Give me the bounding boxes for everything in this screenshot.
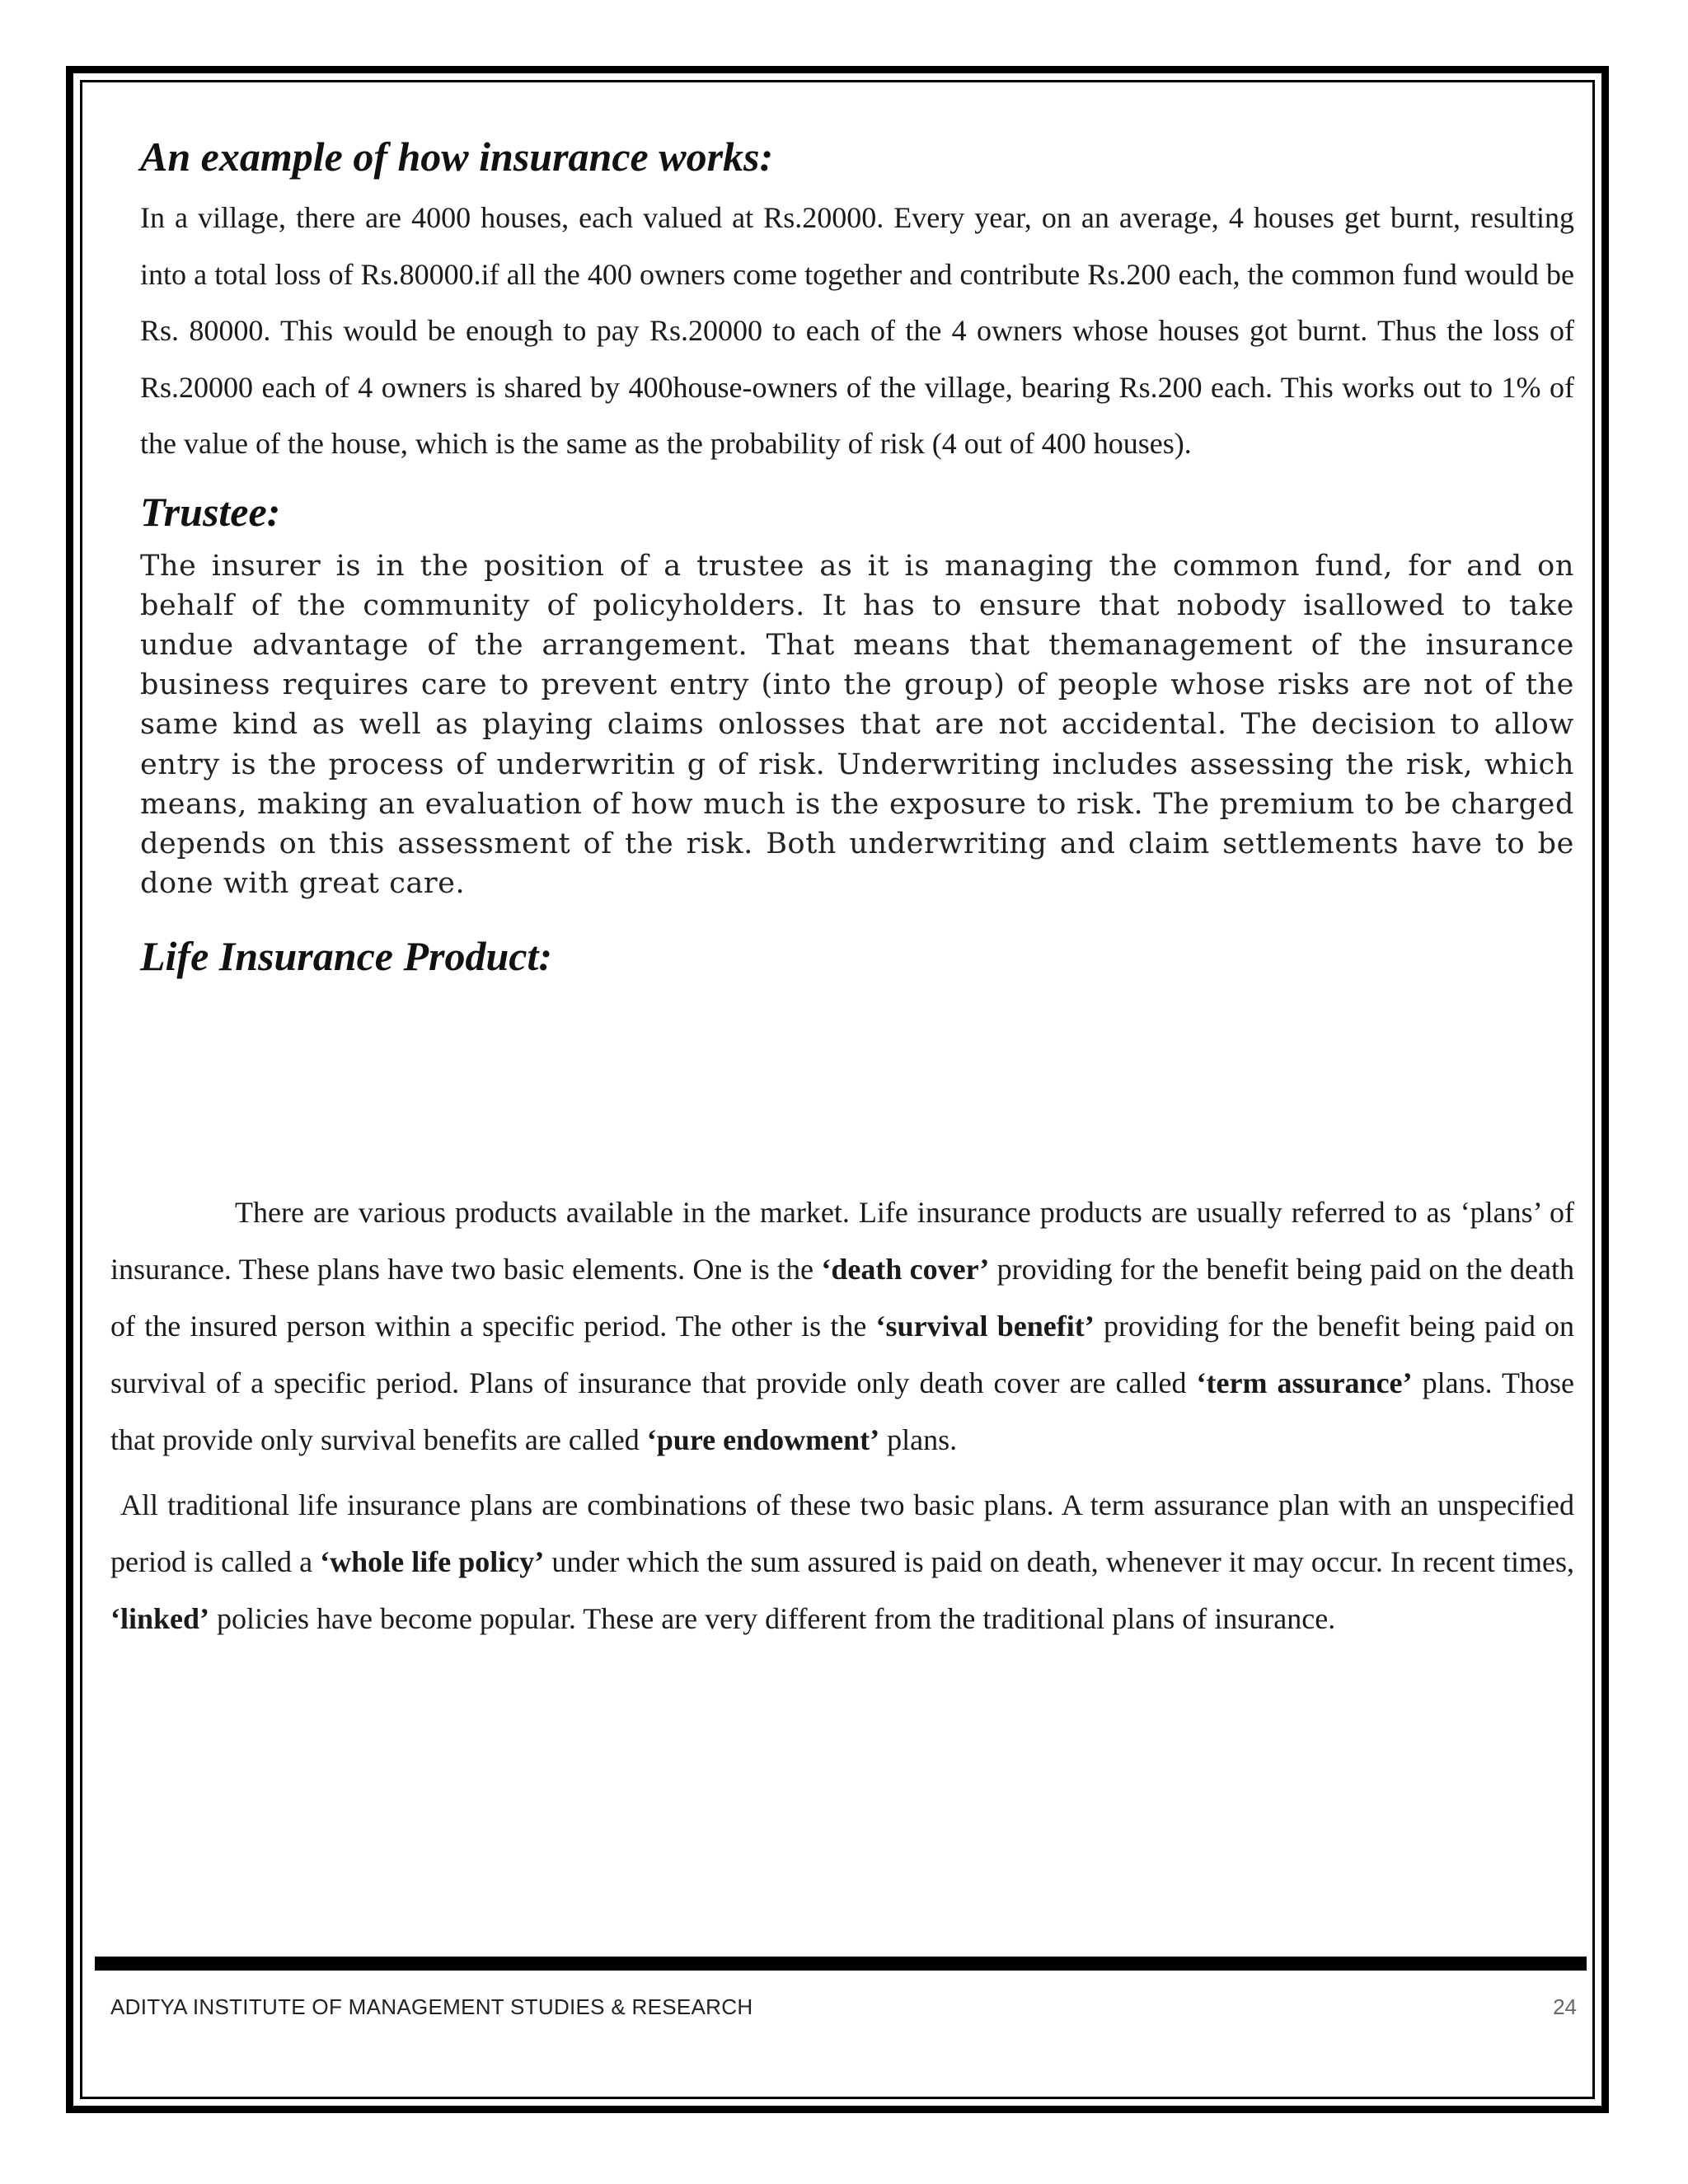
term-term-assurance: ‘term assurance’ xyxy=(1196,1366,1413,1399)
heading-insurance-example: An example of how insurance works: xyxy=(140,134,774,180)
footer-institute-name: ADITYA INSTITUTE OF MANAGEMENT STUDIES & RESEARCH xyxy=(110,1994,753,2019)
term-linked: ‘linked’ xyxy=(110,1602,210,1635)
content-area xyxy=(140,132,1574,981)
paragraph-trustee: The insurer is in the position of a trustee as it is managing the common fund, for and on behalf of the community of policyholders. It has to ensure that nobody isallowed to take undue advantage of the arrangement. That means that themanagement of the insurance business requires care to prevent entry (into the group) of people whose risks are not of the same kind as well as playing claims onlosses that are not accidental. The decision to allow entry is the process of underwritin g of risk. Underwriting includes assessing the risk, which means, making an evaluation of how much is the exposure to risk. The premium to be charged depends on this assessment of the risk. Both underwriting and claim settlements have to be done with great care. xyxy=(140,549,1574,901)
term-death-cover: ‘death cover’ xyxy=(821,1253,990,1286)
paragraph-life-products: There are various products available in the market. Life insurance products are usually referred to as ‘plans’ of insurance. These plans have two basic elements. One is the ‘death cover’ providing for the benefit being paid on the death of the insured person within a specific period. The other is the ‘survival benefit’ providing for the benefit being paid on survival of a specific period. Plans of insurance that provide only death cover are called ‘term assurance’ plans. Those that provide only survival benefits are called ‘pure endowment’ plans. xyxy=(110,1196,1575,1456)
footer-rule xyxy=(95,1957,1587,1971)
paragraph-traditional-plans: All traditional life insurance plans are combinations of these two basic plans. A term assurance plan with an unspecified period is called a ‘whole life policy’ under which the sum assured is paid on death, whenever it may occur. In recent times, ‘linked’ policies have become popular. These are very different from the traditional plans of insurance. xyxy=(110,1488,1574,1635)
heading-life-insurance-product: Life Insurance Product: xyxy=(140,933,552,980)
heading-trustee: Trustee: xyxy=(140,488,281,535)
term-pure-endowment: ‘pure endowment’ xyxy=(646,1423,880,1456)
term-whole-life-policy: ‘whole life policy’ xyxy=(320,1545,545,1578)
term-survival-benefit: ‘survival benefit’ xyxy=(875,1310,1095,1343)
page-number: 24 xyxy=(1553,1994,1577,2019)
life-insurance-section xyxy=(110,1184,1574,1647)
paragraph-insurance-example: In a village, there are 4000 houses, each valued at Rs.20000. Every year, on an average, 4 houses get burnt, resulting into a total loss of Rs.80000.if all the 400 owners come together and contribute Rs.200 each, the common fund would be Rs. 80000. This would be enough to pay Rs.20000 to each of the 4 owners whose houses got burnt. Thus the loss of Rs.20000 each of 4 owners is shared by 400house-owners of the village, bearing Rs.200 each. This works out to 1% of the value of the house, which is the same as the probability of risk (4 out of 400 houses). xyxy=(140,201,1574,460)
